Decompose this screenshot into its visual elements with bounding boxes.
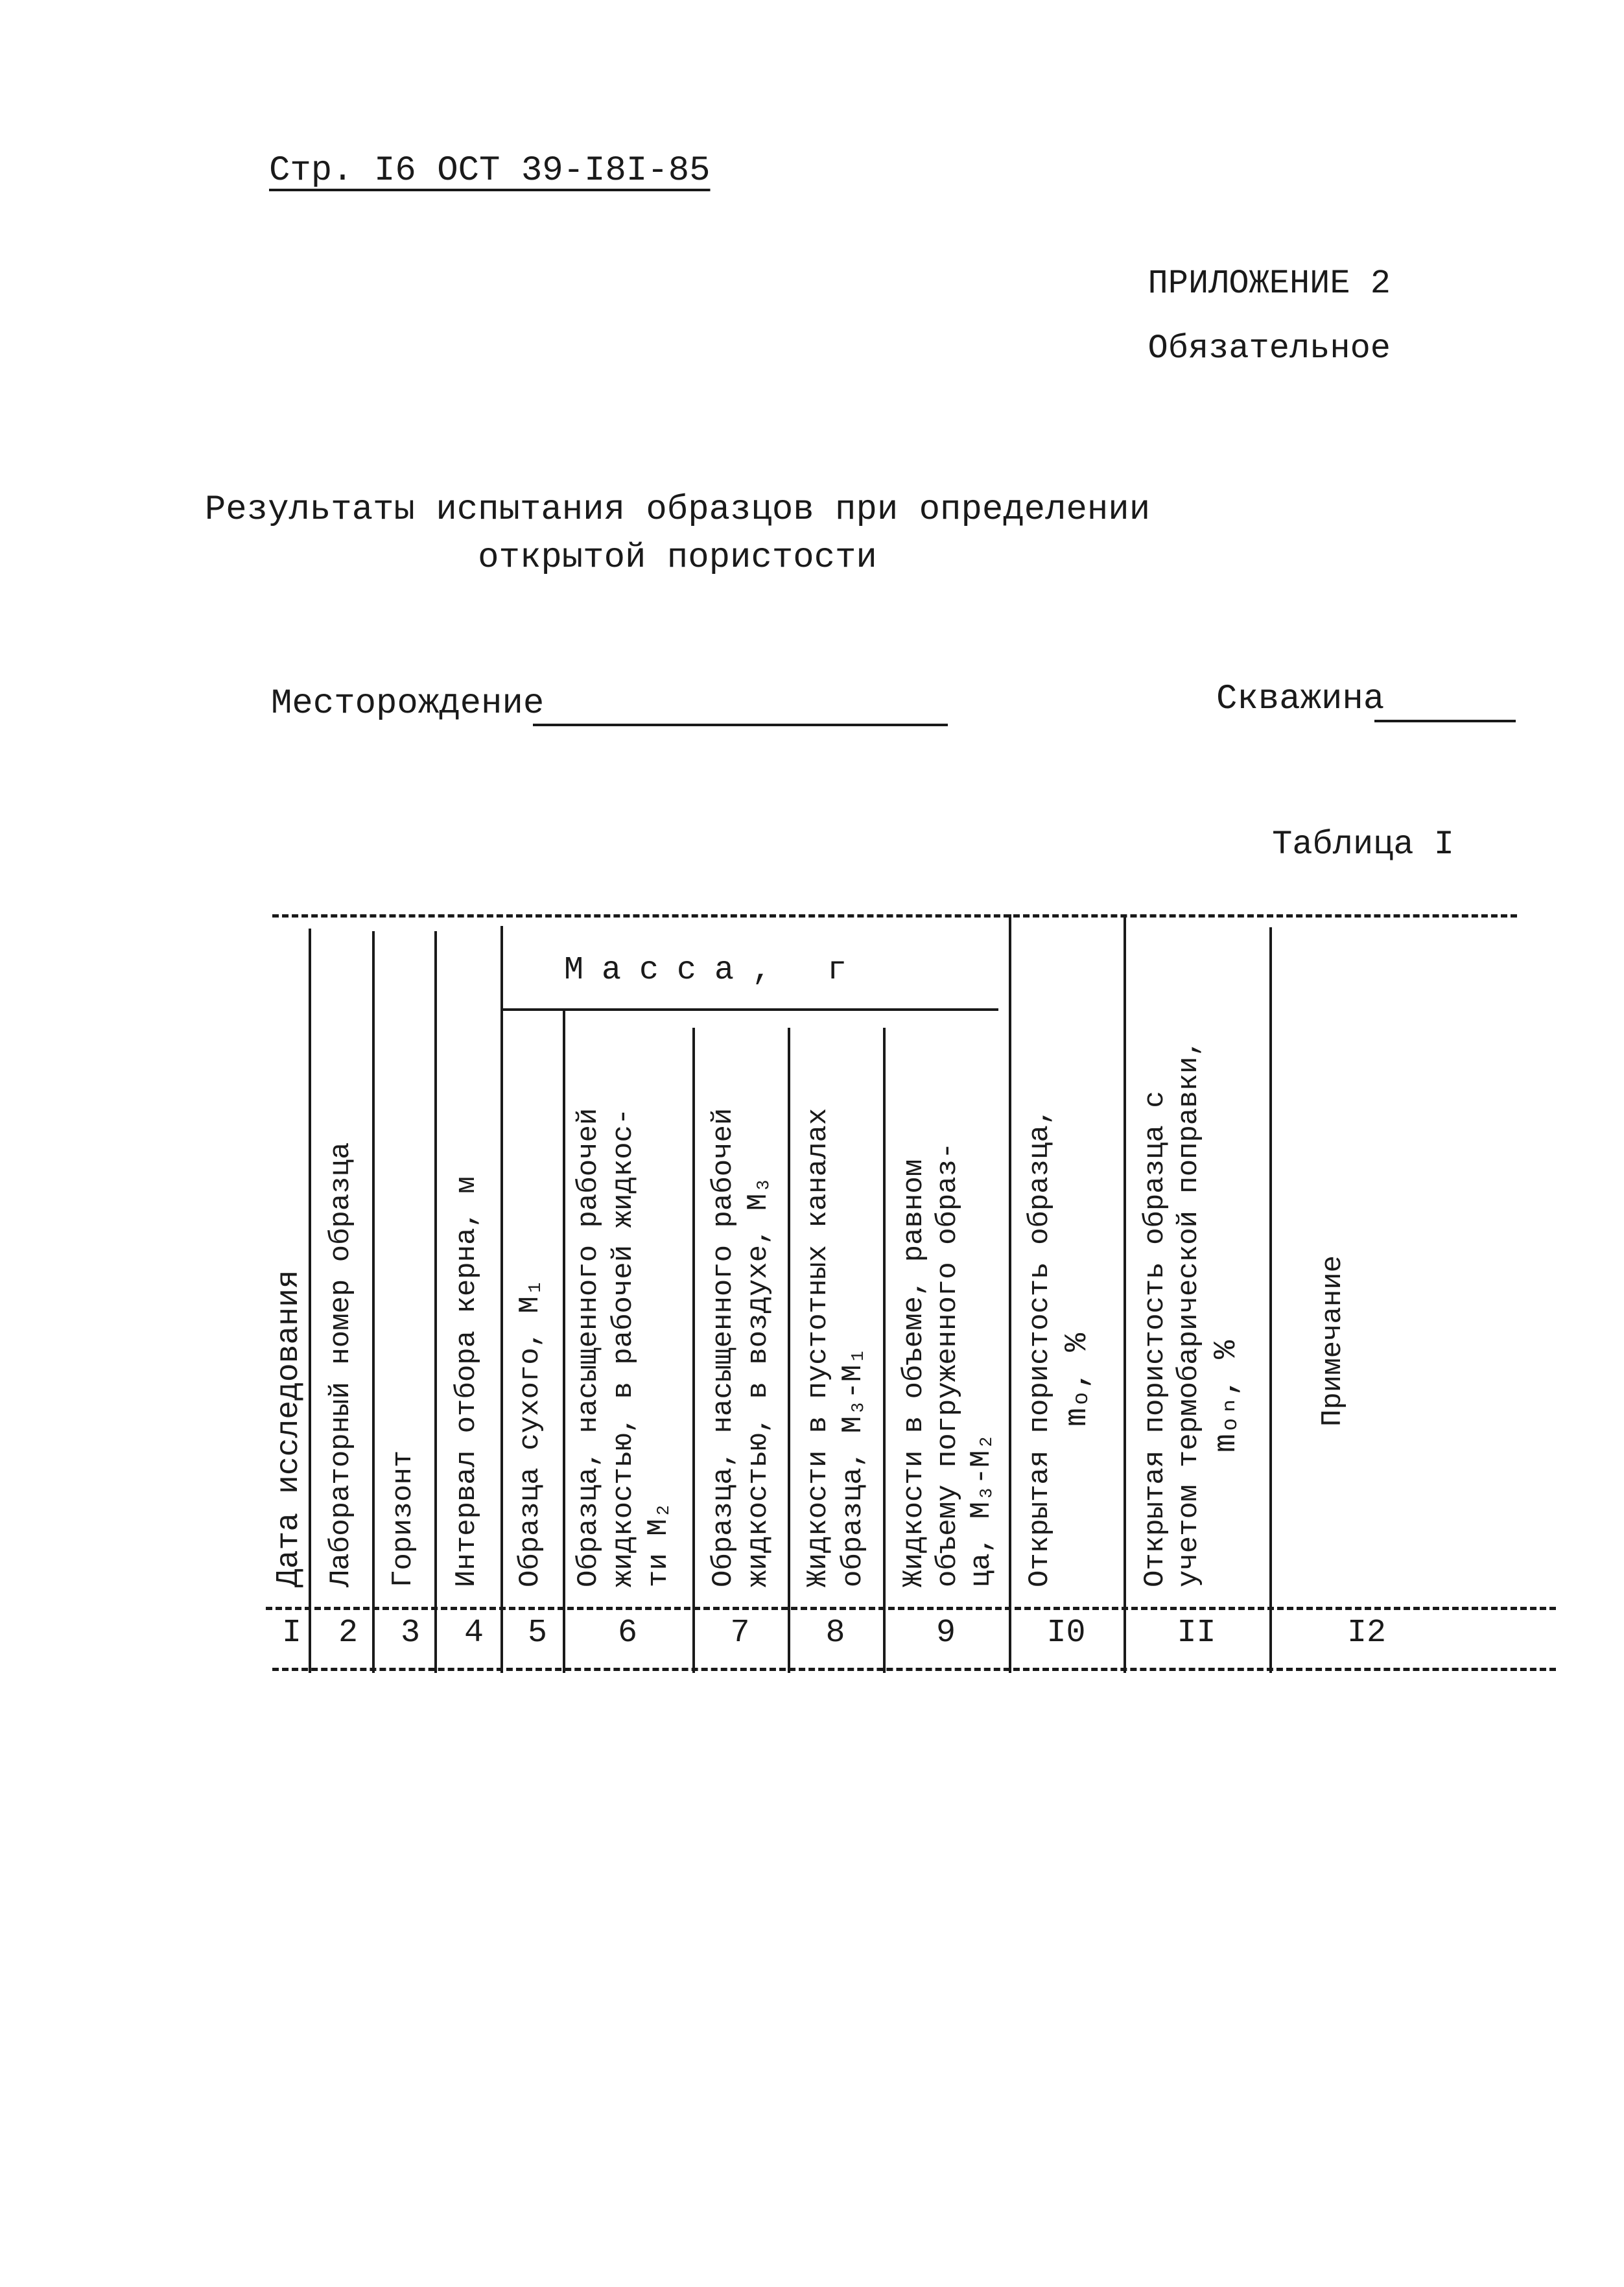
column-divider bbox=[372, 931, 375, 1673]
column-header-5: Образца сухого, М₁ bbox=[514, 1279, 547, 1587]
appendix-label: ПРИЛОЖЕНИЕ 2 bbox=[1147, 265, 1391, 303]
column-header-9-line-1: Жидкости в объеме, равном bbox=[898, 1159, 930, 1587]
column-header-12: Примечание bbox=[1317, 1255, 1349, 1427]
column-header-6-line-3: ти М₂ bbox=[642, 1501, 675, 1587]
column-number-6: 6 bbox=[617, 1615, 637, 1652]
column-number-3: 3 bbox=[400, 1615, 420, 1652]
number-row-bottom-border bbox=[272, 1668, 1556, 1671]
column-header-7-line-1: Образца, насыщенного рабочей bbox=[707, 1108, 740, 1587]
column-header-1: Дата исследования bbox=[272, 1270, 307, 1587]
document-title-line-2: открытой пористости bbox=[478, 538, 877, 578]
document-title-line-1: Результаты испытания образцов при определении bbox=[204, 490, 1151, 530]
column-header-10-line-1: Открытая пористость образца, bbox=[1024, 1108, 1056, 1587]
column-number-8: 8 bbox=[825, 1615, 845, 1652]
mandatory-label: Обязательное bbox=[1147, 329, 1391, 368]
header-bottom-border bbox=[266, 1607, 1556, 1610]
column-number-5: 5 bbox=[527, 1615, 547, 1652]
well-blank-line[interactable] bbox=[1374, 720, 1516, 722]
column-divider bbox=[500, 926, 503, 1673]
column-number-4: 4 bbox=[464, 1615, 484, 1652]
column-header-10-line-2: mₒ, % bbox=[1060, 1333, 1095, 1427]
column-number-7: 7 bbox=[730, 1615, 750, 1652]
column-number-9: 9 bbox=[936, 1615, 956, 1652]
table-caption: Таблица I bbox=[1272, 825, 1454, 864]
column-divider bbox=[434, 931, 437, 1673]
column-header-11-line-3: mₒₙ, % bbox=[1209, 1340, 1244, 1452]
mass-group-underline bbox=[502, 1008, 998, 1011]
deposit-label: Месторождение bbox=[271, 684, 545, 724]
column-divider bbox=[692, 1028, 695, 1673]
column-divider bbox=[788, 1028, 790, 1673]
column-header-3: Горизонт bbox=[387, 1450, 419, 1587]
column-divider bbox=[1124, 914, 1126, 1673]
column-divider bbox=[563, 1010, 565, 1673]
well-label: Скважина bbox=[1216, 680, 1385, 719]
column-header-4: Интервал отбора керна, м bbox=[451, 1176, 483, 1587]
column-divider bbox=[883, 1028, 886, 1673]
column-divider bbox=[1009, 914, 1011, 1673]
column-header-8-line-1: Жидкости в пустотных каналах bbox=[802, 1108, 834, 1587]
column-header-11-line-1: Открытая пористость образца с bbox=[1139, 1091, 1171, 1587]
column-number-2: 2 bbox=[338, 1615, 358, 1652]
column-header-2: Лабораторный номер образца bbox=[325, 1142, 357, 1587]
column-header-6-line-2: жидкостью, в рабочей жидкос- bbox=[607, 1108, 640, 1587]
column-number-11: II bbox=[1177, 1615, 1216, 1652]
column-divider bbox=[309, 929, 311, 1673]
column-number-1: I bbox=[281, 1615, 301, 1652]
column-header-9-line-3: ца, М₃-М₂ bbox=[965, 1433, 998, 1587]
table-top-border bbox=[272, 914, 1517, 918]
column-divider bbox=[1269, 927, 1272, 1673]
page-reference: Стр. I6 ОСТ 39-I8I-85 bbox=[269, 151, 711, 191]
column-header-6-line-1: Образца, насыщенного рабочей bbox=[572, 1108, 605, 1587]
mass-group-header: Масса, г bbox=[564, 952, 865, 989]
column-header-8-line-2: образца, М₃-М₁ bbox=[837, 1347, 869, 1587]
column-number-10: I0 bbox=[1046, 1615, 1086, 1652]
column-header-7-line-2: жидкостью, в воздухе, М₃ bbox=[742, 1176, 775, 1587]
column-number-12: I2 bbox=[1347, 1615, 1386, 1652]
column-header-9-line-2: объему погруженного образ- bbox=[932, 1142, 964, 1587]
deposit-blank-line[interactable] bbox=[533, 724, 948, 726]
column-header-11-line-2: учетом термобарической поправки, bbox=[1173, 1039, 1205, 1587]
